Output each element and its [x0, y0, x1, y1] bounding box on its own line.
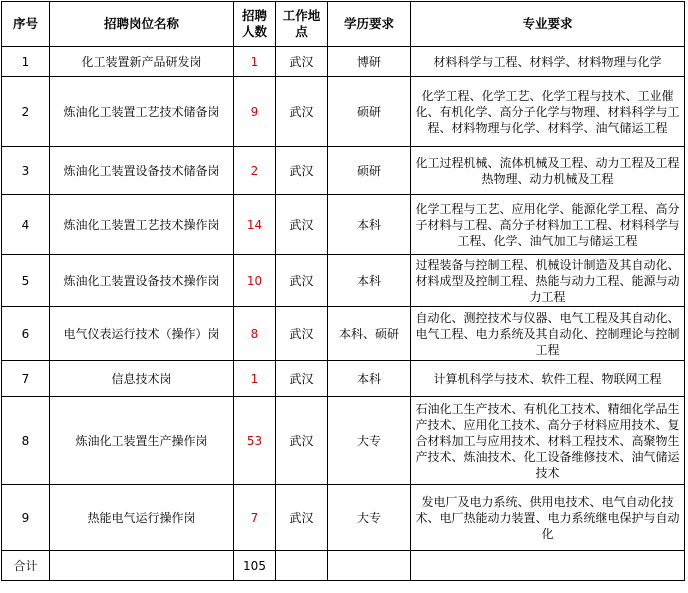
table-row: [2, 255, 685, 307]
cell-location: 武汉: [276, 307, 328, 361]
cell-education: 硕研: [328, 147, 411, 195]
cell-major: 化学工程与工艺、应用化学、能源化学工程、高分子材料与工程、高分子材料加工工程、材料科学与工程、化学、油气加工与储运工程: [411, 195, 685, 255]
table-row: [2, 361, 685, 397]
cell-position: 炼油化工装置设备技术操作岗: [50, 255, 234, 307]
cell-major: 发电厂及电力系统、供用电技术、电气自动化技术、电厂热能动力装置、电力系统继电保护与自动化: [411, 485, 685, 551]
cell-position: 炼油化工装置工艺技术储备岗: [50, 77, 234, 147]
table-row: [2, 195, 685, 255]
cell-count: 14: [234, 195, 276, 255]
cell-education: 硕研: [328, 77, 411, 147]
total-count: 105: [234, 551, 276, 581]
total-empty: [411, 551, 685, 581]
total-label: 合计: [2, 551, 50, 581]
cell-location: 武汉: [276, 397, 328, 485]
cell-location: 武汉: [276, 361, 328, 397]
cell-major: 过程装备与控制工程、机械设计制造及其自动化、材料成型及控制工程、热能与动力工程、能源与动力工程: [411, 255, 685, 307]
table-row: [2, 485, 685, 551]
cell-seq: 7: [2, 361, 50, 397]
header-location: 工作地点: [276, 2, 328, 47]
cell-location: 武汉: [276, 255, 328, 307]
cell-seq: 1: [2, 47, 50, 77]
total-empty: [276, 551, 328, 581]
cell-position: 炼油化工装置设备技术储备岗: [50, 147, 234, 195]
cell-major: 化工过程机械、流体机械及工程、动力工程及工程热物理、动力机械及工程: [411, 147, 685, 195]
cell-education: 博研: [328, 47, 411, 77]
cell-count: 1: [234, 47, 276, 77]
cell-education: 本科: [328, 361, 411, 397]
cell-seq: 8: [2, 397, 50, 485]
table-row: [2, 397, 685, 485]
cell-education: 本科、硕研: [328, 307, 411, 361]
cell-major: 材料科学与工程、材料学、材料物理与化学: [411, 47, 685, 77]
table-row: [2, 147, 685, 195]
cell-location: 武汉: [276, 147, 328, 195]
cell-count: 9: [234, 77, 276, 147]
cell-education: 大专: [328, 485, 411, 551]
table-row: [2, 307, 685, 361]
cell-seq: 3: [2, 147, 50, 195]
cell-count: 7: [234, 485, 276, 551]
total-empty: [50, 551, 234, 581]
cell-education: 大专: [328, 397, 411, 485]
cell-count: 2: [234, 147, 276, 195]
cell-seq: 4: [2, 195, 50, 255]
header-education: 学历要求: [328, 2, 411, 47]
cell-location: 武汉: [276, 47, 328, 77]
cell-location: 武汉: [276, 195, 328, 255]
header-position: 招聘岗位名称: [50, 2, 234, 47]
cell-major: 化学工程、化学工艺、化学工程与技术、工业催化、有机化学、高分子化学与物理、材料科学与工程、材料物理与化学、材料学、油气储运工程: [411, 77, 685, 147]
header-seq: 序号: [2, 2, 50, 47]
cell-count: 1: [234, 361, 276, 397]
cell-position: 热能电气运行操作岗: [50, 485, 234, 551]
cell-location: 武汉: [276, 485, 328, 551]
cell-seq: 9: [2, 485, 50, 551]
cell-position: 化工装置新产品研发岗: [50, 47, 234, 77]
cell-position: 炼油化工装置工艺技术操作岗: [50, 195, 234, 255]
recruitment-table: [1, 1, 685, 581]
cell-seq: 2: [2, 77, 50, 147]
cell-count: 10: [234, 255, 276, 307]
cell-major: 计算机科学与技术、软件工程、物联网工程: [411, 361, 685, 397]
cell-location: 武汉: [276, 77, 328, 147]
cell-seq: 6: [2, 307, 50, 361]
table-row: [2, 47, 685, 77]
total-row: [2, 551, 685, 581]
cell-major: 石油化工生产技术、有机化工技术、精细化学品生产技术、应用化工技术、高分子材料应用技术、复合材料加工与应用技术、材料工程技术、高聚物生产技术、炼油技术、化工设备维修技术、油气储运技术: [411, 397, 685, 485]
cell-position: 信息技术岗: [50, 361, 234, 397]
header-count: 招聘人数: [234, 2, 276, 47]
cell-position: 电气仪表运行技术（操作）岗: [50, 307, 234, 361]
cell-count: 8: [234, 307, 276, 361]
cell-major: 自动化、测控技术与仪器、电气工程及其自动化、电气工程、电力系统及其自动化、控制理论与控制工程: [411, 307, 685, 361]
table-row: [2, 77, 685, 147]
cell-education: 本科: [328, 195, 411, 255]
cell-position: 炼油化工装置生产操作岗: [50, 397, 234, 485]
cell-education: 本科: [328, 255, 411, 307]
header-major: 专业要求: [411, 2, 685, 47]
header-row: [2, 2, 685, 47]
cell-seq: 5: [2, 255, 50, 307]
total-empty: [328, 551, 411, 581]
cell-count: 53: [234, 397, 276, 485]
